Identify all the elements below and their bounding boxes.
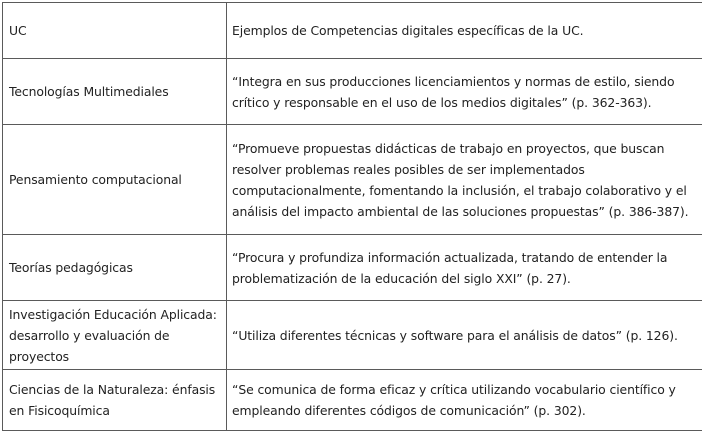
table-header-row [3,3,702,59]
header-cell-uc: UC [3,3,227,59]
competencies-table [2,2,702,431]
example-cell: “Se comunica de forma eficaz y crítica utilizando vocabulario científico y empleando diferentes códigos de comunicación” (p. 302). [227,370,702,431]
table-row [3,370,702,431]
table-row [3,59,702,125]
table-row [3,301,702,370]
table-row [3,125,702,235]
example-cell: “Utiliza diferentes técnicas y software para el análisis de datos” (p. 126). [227,301,702,370]
example-cell: “Integra en sus producciones licenciamientos y normas de estilo, siendo crítico y responsable en el uso de los medios digitales” (p. 362-363). [227,59,702,125]
uc-cell: Teorías pedagógicas [3,235,227,301]
table-row [3,235,702,301]
uc-cell: Pensamiento computacional [3,125,227,235]
uc-cell: Investigación Educación Aplicada: desarrollo y evaluación de proyectos [3,301,227,370]
uc-cell: Ciencias de la Naturaleza: énfasis en Fisicoquímica [3,370,227,431]
header-cell-examples: Ejemplos de Competencias digitales específicas de la UC. [227,3,702,59]
uc-cell: Tecnologías Multimediales [3,59,227,125]
example-cell: “Procura y profundiza información actualizada, tratando de entender la problematización de la educación del siglo XXI” (p. 27). [227,235,702,301]
example-cell: “Promueve propuestas didácticas de trabajo en proyectos, que buscan resolver problemas reales posibles de ser implementados computacionalmente, fomentando la inclusión, el trabajo colaborativo y el análisis del impacto ambiental de las soluciones propuestas” (p. 386-387). [227,125,702,235]
